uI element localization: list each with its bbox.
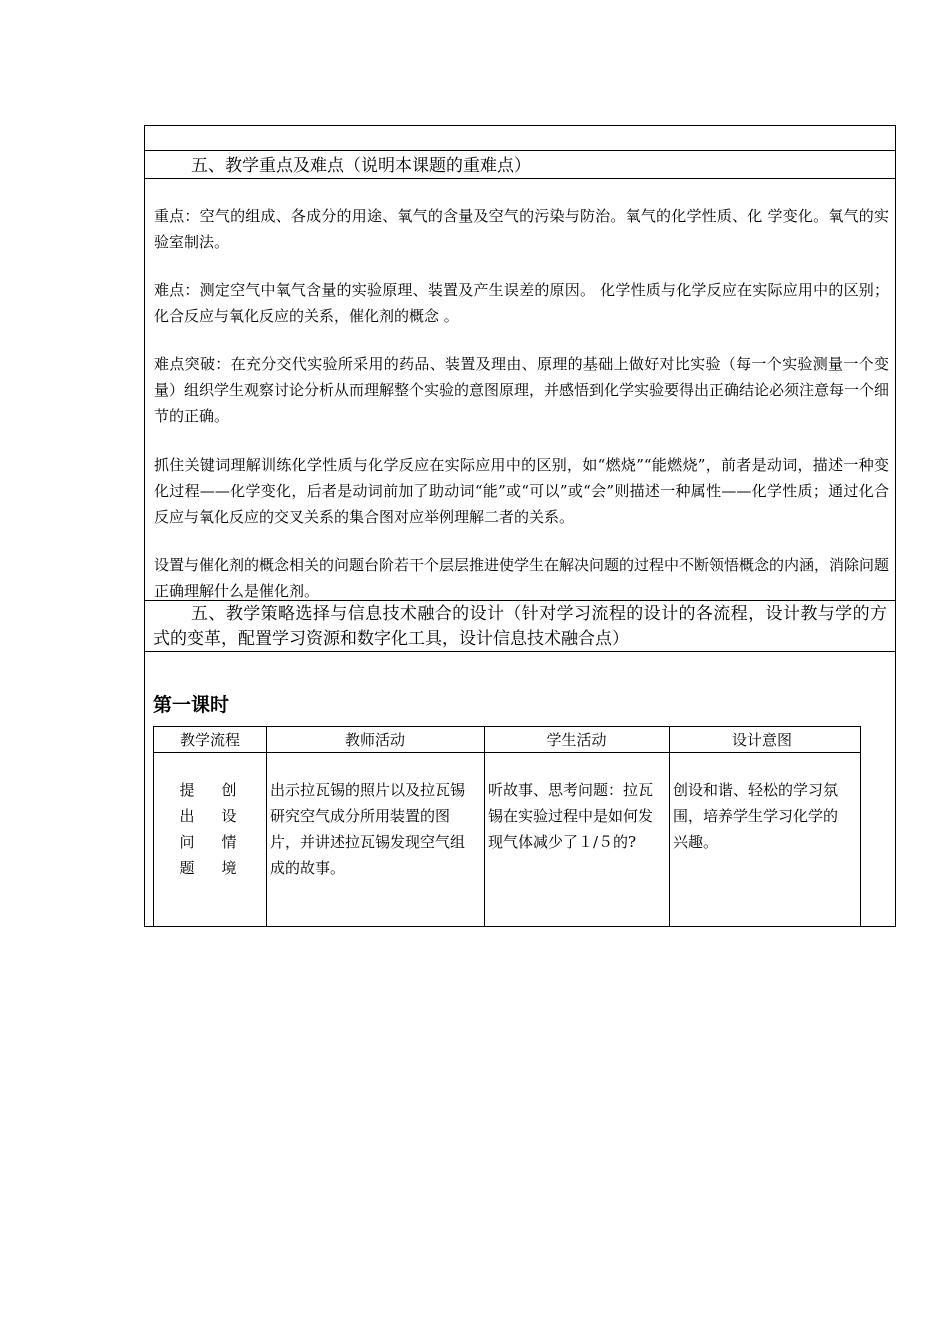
flow-table (153, 726, 861, 927)
lesson-plan-table (144, 125, 896, 927)
row-divider (145, 600, 895, 601)
key-points-paragraph: 重点：空气的组成、各成分的用途、氧气的含量及空气的污染与防治。氧气的化学性质、化 学变化。氧气的实验室制法。 (154, 207, 889, 251)
section-strategy-title: 五、教学策略选择与信息技术融合的设计（针对学习流程的设计的各流程，设计教与学的方式的变革，配置学习资源和数字化工具，设计信息技术融合点） (153, 604, 887, 649)
flow-char: 创 (221, 781, 237, 799)
row-divider (145, 150, 895, 151)
flow-char: 题 (179, 859, 195, 877)
flow-char: 境 (221, 859, 237, 877)
lesson-title: 第一课时 (153, 694, 230, 716)
header-divider (154, 752, 860, 753)
header-intent: 设计意图 (731, 731, 792, 749)
row-divider (145, 178, 895, 179)
column-divider (266, 727, 267, 926)
design-intent-cell: 创设和谐、轻松的学习氛围，培养学生学习化学的兴趣。 (673, 781, 839, 851)
header-teacher: 教师活动 (344, 731, 405, 749)
flow-char: 情 (221, 833, 237, 851)
catalyst-paragraph: 设置与催化剂的概念相关的问题台阶若干个层层推进使学生在解决问题的过程中不断领悟概念的内涵，消除问题正确理解什么是催化剂。 (154, 556, 890, 600)
breakthrough-paragraph: 难点突破：在充分交代实验所采用的药品、装置及理由、原理的基础上做好对比实验（每一个实验测量一个变量）组织学生观察讨论分析从而理解整个实验的意图原理，并感悟到化学实验要得出正确结论必须注意每一个细节的正确。 (154, 355, 890, 425)
section-focus-title: 五、教学重点及难点（说明本课题的重难点） (191, 156, 531, 176)
flow-char: 问 (179, 833, 195, 851)
flow-char: 设 (221, 807, 237, 825)
column-divider (669, 727, 670, 926)
header-student: 学生活动 (546, 731, 607, 749)
teacher-activity-cell: 出示拉瓦锡的照片以及拉瓦锡研究空气成分所用装置的图片，并讲述拉瓦锡发现空气组成的故事。 (270, 781, 466, 877)
header-flow: 教学流程 (179, 731, 240, 749)
difficulties-paragraph: 难点：测定空气中氧气含量的实验原理、装置及产生误差的原因。 化学性质与化学反应在实际应用中的区别；化合反应与氧化反应的关系，催化剂的概念 。 (154, 281, 889, 325)
flow-chars-col1 (178, 777, 196, 881)
keywords-paragraph: 抓住关键词理解训练化学性质与化学反应在实际应用中的区别，如“燃烧”“能燃烧”，前者是动词，描述一种变化过程——化学变化，后者是动词前加了助动词“能”或“可以”或“会”则描述一种属性——化学性质；通过化合反应与氧化反应的交叉关系的集合图对应举例理解二者的关系。 (154, 456, 889, 526)
flow-char: 提 (179, 781, 195, 799)
column-divider (484, 727, 485, 926)
flow-chars-col2 (220, 777, 238, 881)
student-activity-cell: 听故事、思考问题：拉瓦锡在实验过程中是如何发现气体减少了１/５的? (488, 781, 654, 851)
row-divider (145, 651, 895, 652)
flow-char: 出 (179, 807, 195, 825)
